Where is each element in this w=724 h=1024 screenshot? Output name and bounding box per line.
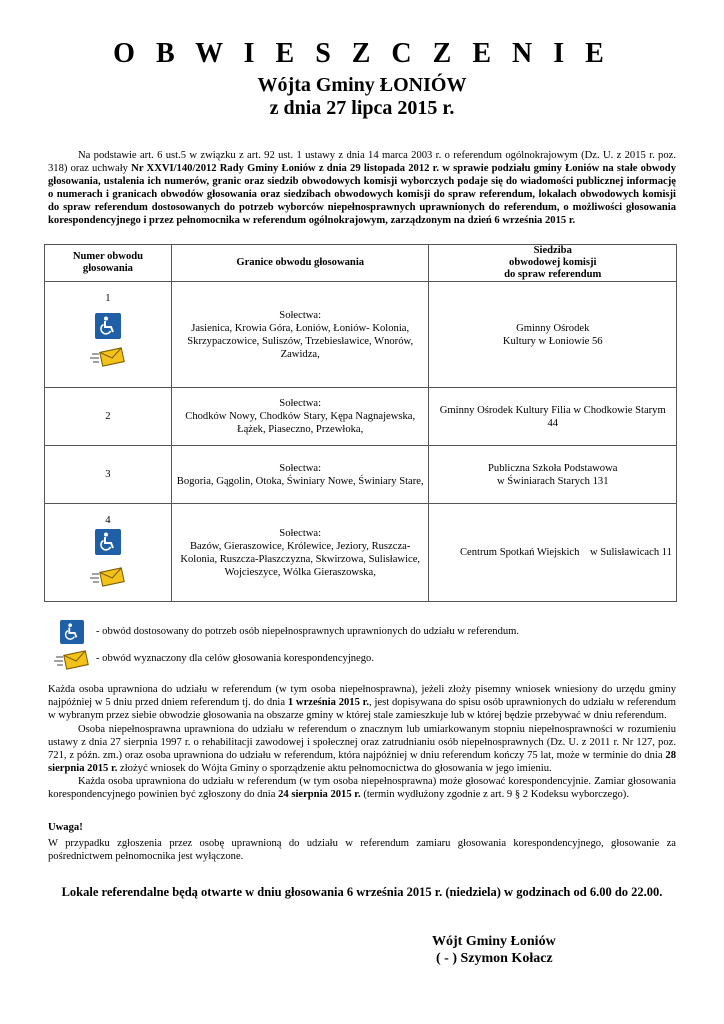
legend-accessible-text: - obwód dostosowany do potrzeb osób niepełnosprawnych uprawnionych do udziału w referendum. <box>96 626 520 637</box>
header-seat <box>429 245 677 282</box>
districts-table <box>44 244 677 602</box>
row-borders: Bogoria, Gągolin, Otoka, Świniary Nowe, Świniary Stare, <box>176 475 424 487</box>
row-soltectwa-label: Sołectwa: <box>279 462 322 474</box>
intro-bold-text: Nr XXVI/140/2012 Rady Gminy Łoniów z dnia 29 listopada 2012 r. w sprawie podziału gminy Łoniów na stałe obwody głosowania, ustalenia ich numerów, granic oraz siedzib obwodowych komisji wyborczych podaje się do wiadomości publicznej informację o numerach i granicach obwodów głosowania oraz siedzibach obwodowych komisji do spraw referendum, lokalach obwodowych komisji do spraw referendum dostosowanych do potrzeb wyborców niepełnosprawnych uprawnionych do referendum, o możliwości głosowania korespondencyjnego i przez pełnomocnika w referendum ogólnokrajowym, zarządzonym na dzień 6 września 2015 r. <box>48 163 676 226</box>
notice-title: O B W I E S Z C Z E N I E <box>113 38 611 69</box>
row-seat-cell <box>429 388 677 446</box>
row-number: 2 <box>105 411 111 422</box>
row-borders: Bazów, Gieraszowice, Królewice, Jeziory, Ruszcza-Kolonia, Ruszcza-Płaszczyzna, Skwirzowa, Sulisławice, Wojcieszyce, Wólka Gieraszowska, <box>180 540 421 578</box>
warning-text: W przypadku zgłoszenia przez osobę uprawnioną do udziału w referendum zamiaru głosowania korespondencyjnego, głosowanie za pośrednictwem pełnomocnika jest wyłączone. <box>48 838 676 862</box>
signature-name: ( - ) Szymon Kołacz <box>436 951 553 966</box>
row-number-cell <box>45 446 172 504</box>
opening-hours: Lokale referendalne będą otwarte w dniu głosowania 6 września 2015 r. (niedziela) w godzinach od 6.00 do 22.00. <box>61 885 663 899</box>
header-number: Numer obwodu głosowania <box>45 245 172 282</box>
paragraph-registration <box>48 683 676 722</box>
notice-date: z dnia 27 lipca 2015 r. <box>269 97 455 119</box>
paragraph-mail-voting <box>48 775 676 801</box>
row-number-cell <box>45 388 172 446</box>
notice-subtitle: Wójta Gminy ŁONIÓW <box>257 74 467 96</box>
intro-text: Na podstawie art. 6 ust.5 w związku z art. 92 ust. 1 ustawy z dnia 14 marca 2003 r. o referendum ogólnokrajowym (Dz. U. z 2015 r. poz. 318) oraz uchwały <box>48 150 676 174</box>
table-row <box>45 282 677 388</box>
header-seat-line2: obwodowej komisji <box>509 257 597 268</box>
table-row <box>45 446 677 504</box>
row-seat-line1: Publiczna Szkoła Podstawowa <box>488 462 618 474</box>
table-header-row <box>45 245 677 282</box>
legend-mail <box>60 650 375 673</box>
envelope-icon <box>90 567 126 587</box>
row-borders: Jasienica, Krowia Góra, Łoniów, Łoniów- Kolonia, Skrzypaczowice, Suliszów, Trzebiesławice, Wnorów, Zawidza, <box>187 322 414 360</box>
p2-text: Osoba niepełnosprawna uprawniona do udziału w referendum o znacznym lub umiarkowanym stopniu niepełnosprawności w rozumieniu ustawy z dnia 27 sierpnia 1997 r. o rehabilitacji zawodowej i społecznej oraz zatrudnianiu osób niepełnosprawnych (Dz. U. z 2011 r. Nr 127, poz. 721, z późn. zm.) oraz osoba uprawniona do udziału w referendum, która najpóźniej w dniu referendum kończy 75 lat, może w terminie do dnia <box>48 724 676 761</box>
envelope-icon <box>54 650 90 670</box>
row-number: 4 <box>105 515 111 526</box>
wheelchair-icon <box>95 313 121 339</box>
intro-paragraph <box>48 149 676 227</box>
legend-accessible <box>60 620 520 647</box>
row-seat-cell <box>429 282 677 388</box>
p1-text: Każda osoba uprawniona do udziału w referendum (w tym osoba niepełnosprawna), jeżeli złoży pisemny wniosek wniesiony do urzędu gminy najpóźniej w 5 dniu przed dniem referendum tj. do dnia <box>48 684 676 708</box>
row-seat-line2: Kultury w Łoniowie 56 <box>502 335 603 347</box>
row-number-cell <box>45 282 172 388</box>
table-row <box>45 504 677 602</box>
row-seat-line1: Gminny Ośrodek Kultury Filia w Chodkowie Starym 44 <box>439 404 666 429</box>
legend-mail-text: - obwód wyznaczony dla celów głosowania korespondencyjnego. <box>96 653 375 664</box>
row-borders: Chodków Nowy, Chodków Stary, Kępa Nagnajewska, Łążek, Piaseczno, Przewłoka, <box>185 411 416 435</box>
header-borders: Granice obwodu głosowania <box>171 245 429 282</box>
warning-heading: Uwaga! <box>48 822 83 833</box>
p1-deadline: 1 września 2015 r. <box>287 697 370 708</box>
p3-deadline: 24 sierpnia 2015 r. <box>278 789 361 800</box>
row-seat-cell <box>429 446 677 504</box>
row-borders-cell <box>171 504 429 602</box>
row-seat-cell <box>429 504 677 602</box>
p3-text-end: (termin wydłużony zgodnie z art. 9 § 2 Kodeksu wyborczego). <box>360 789 629 800</box>
row-number: 3 <box>105 469 111 480</box>
row-number: 1 <box>105 293 111 304</box>
row-seat-line1: Gminny Ośrodek <box>516 322 590 334</box>
row-borders-cell <box>171 446 429 504</box>
header-seat-line1: Siedziba <box>533 245 572 256</box>
row-seat-line2: w Świniarach Starych 131 <box>496 475 609 487</box>
row-borders-cell <box>171 388 429 446</box>
row-borders-cell <box>171 282 429 388</box>
signature-title: Wójt Gminy Łoniów <box>432 934 556 949</box>
row-soltectwa-label: Sołectwa: <box>279 309 322 321</box>
row-number-cell <box>45 504 172 602</box>
envelope-icon <box>90 347 126 367</box>
wheelchair-icon <box>60 620 84 644</box>
p2-deadline: 28 sierpnia 2015 r. <box>48 750 676 774</box>
p1-text-end: , jest dopisywana do spisu osób uprawnionych do udziału w referendum w wybranym przez siebie obwodzie głosowania na obszarze gminy w której stale zamieszkuje lub w której będzie przebywać w dniu referendum. <box>48 697 676 721</box>
p2-text-end: złożyć wniosek do Wójta Gminy o sporządzenie aktu pełnomocnictwa do głosowania w jego imieniu. <box>117 763 552 774</box>
row-soltectwa-label: Sołectwa: <box>279 398 322 409</box>
header-seat-line3: do spraw referendum <box>504 269 602 280</box>
row-soltectwa-label: Sołectwa: <box>279 527 322 539</box>
row-seat-line1: Centrum Spotkań Wiejskich w Sulisławicach 11 <box>459 547 672 558</box>
table-row <box>45 388 677 446</box>
wheelchair-icon <box>95 529 121 555</box>
paragraph-proxy <box>48 723 676 775</box>
p3-text: Każda osoba uprawniona do udziału w referendum (w tym osoba niepełnosprawna) może głosować korespondencyjnie. Zamiar głosowania korespondencyjnego powinien być zgłoszony do dnia <box>48 776 676 800</box>
